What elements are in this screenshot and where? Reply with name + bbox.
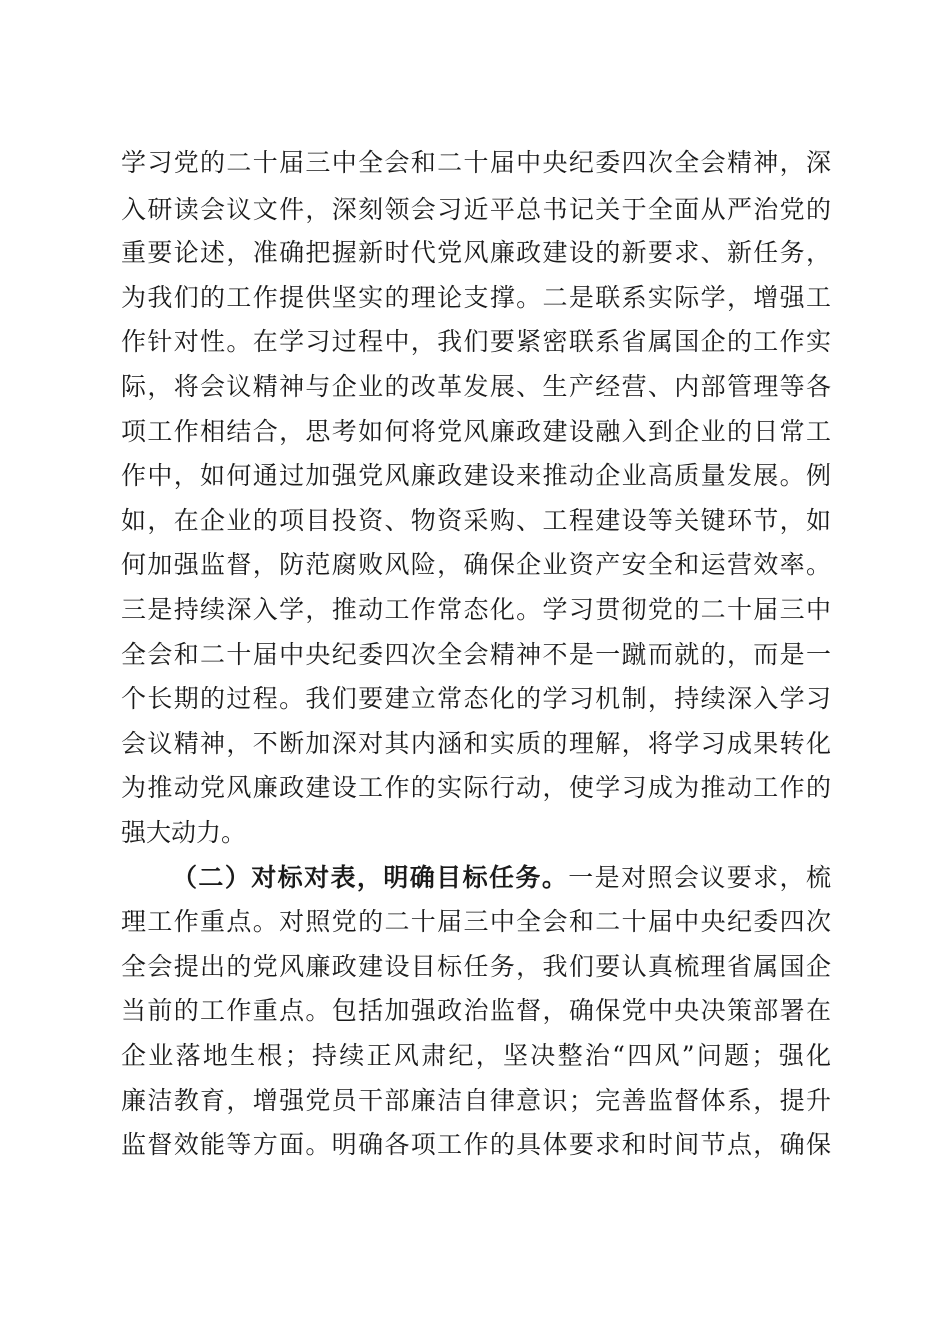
paragraph-1-line-6: 际，将会议精神与企业的改革发展、生产经营、内部管理等各 <box>121 372 831 401</box>
paragraph-1-line-7: 项工作相结合，思考如何将党风廉政建设融入到企业的日常工 <box>121 417 831 446</box>
paragraph-1-line-11: 三是持续深入学，推动工作常态化。学习贯彻党的二十届三中 <box>121 595 831 624</box>
paragraph-2-first-line <box>172 858 831 898</box>
paragraph-2-line-3: 全会提出的党风廉政建设目标任务，我们要认真梳理省属国企 <box>121 952 831 981</box>
paragraph-2-line-7: 监督效能等方面。明确各项工作的具体要求和时间节点，确保 <box>121 1130 831 1159</box>
paragraph-1-line-9: 如，在企业的项目投资、物资采购、工程建设等关键环节，如 <box>121 506 831 535</box>
paragraph-1-line-14: 会议精神，不断加深对其内涵和实质的理解，将学习成果转化 <box>121 729 831 758</box>
paragraph-2-line-5: 企业落地生根；持续正风肃纪，坚决整治“四风”问题；强化 <box>121 1041 831 1070</box>
paragraph-1-line-4: 为我们的工作提供坚实的理论支撑。二是联系实际学，增强工 <box>121 283 831 312</box>
paragraph-1-line-10: 何加强监督，防范腐败风险，确保企业资产安全和运营效率。 <box>121 550 831 579</box>
section-heading: （二）对标对表，明确目标任务。 <box>172 863 569 892</box>
paragraph-1-line-13: 个长期的过程。我们要建立常态化的学习机制，持续深入学习 <box>121 684 831 713</box>
paragraph-1-line-5: 作针对性。在学习过程中，我们要紧密联系省属国企的工作实 <box>121 327 831 356</box>
paragraph-2-line-2: 理工作重点。对照党的二十届三中全会和二十届中央纪委四次 <box>121 907 831 936</box>
paragraph-2-line-4: 当前的工作重点。包括加强政治监督，确保党中央决策部署在 <box>121 996 831 1025</box>
paragraph-2-first-line-rest: 一是对照会议要求，梳 <box>568 863 831 892</box>
paragraph-1-line-3: 重要论述，准确把握新时代党风廉政建设的新要求、新任务， <box>121 238 831 267</box>
paragraph-1-line-15: 为推动党风廉政建设工作的实际行动，使学习成为推动工作的 <box>121 773 831 802</box>
paragraph-1-line-12: 全会和二十届中央纪委四次全会精神不是一蹴而就的，而是一 <box>121 640 831 669</box>
paragraph-1-line-8: 作中，如何通过加强党风廉政建设来推动企业高质量发展。例 <box>121 461 831 490</box>
paragraph-1-line-16: 强大动力。 <box>121 818 247 847</box>
paragraph-1-line-1: 学习党的二十届三中全会和二十届中央纪委四次全会精神，深 <box>121 148 831 177</box>
paragraph-2-line-6: 廉洁教育，增强党员干部廉洁自律意识；完善监督体系，提升 <box>121 1086 831 1115</box>
paragraph-1-line-2: 入研读会议文件，深刻领会习近平总书记关于全面从严治党的 <box>121 195 831 224</box>
